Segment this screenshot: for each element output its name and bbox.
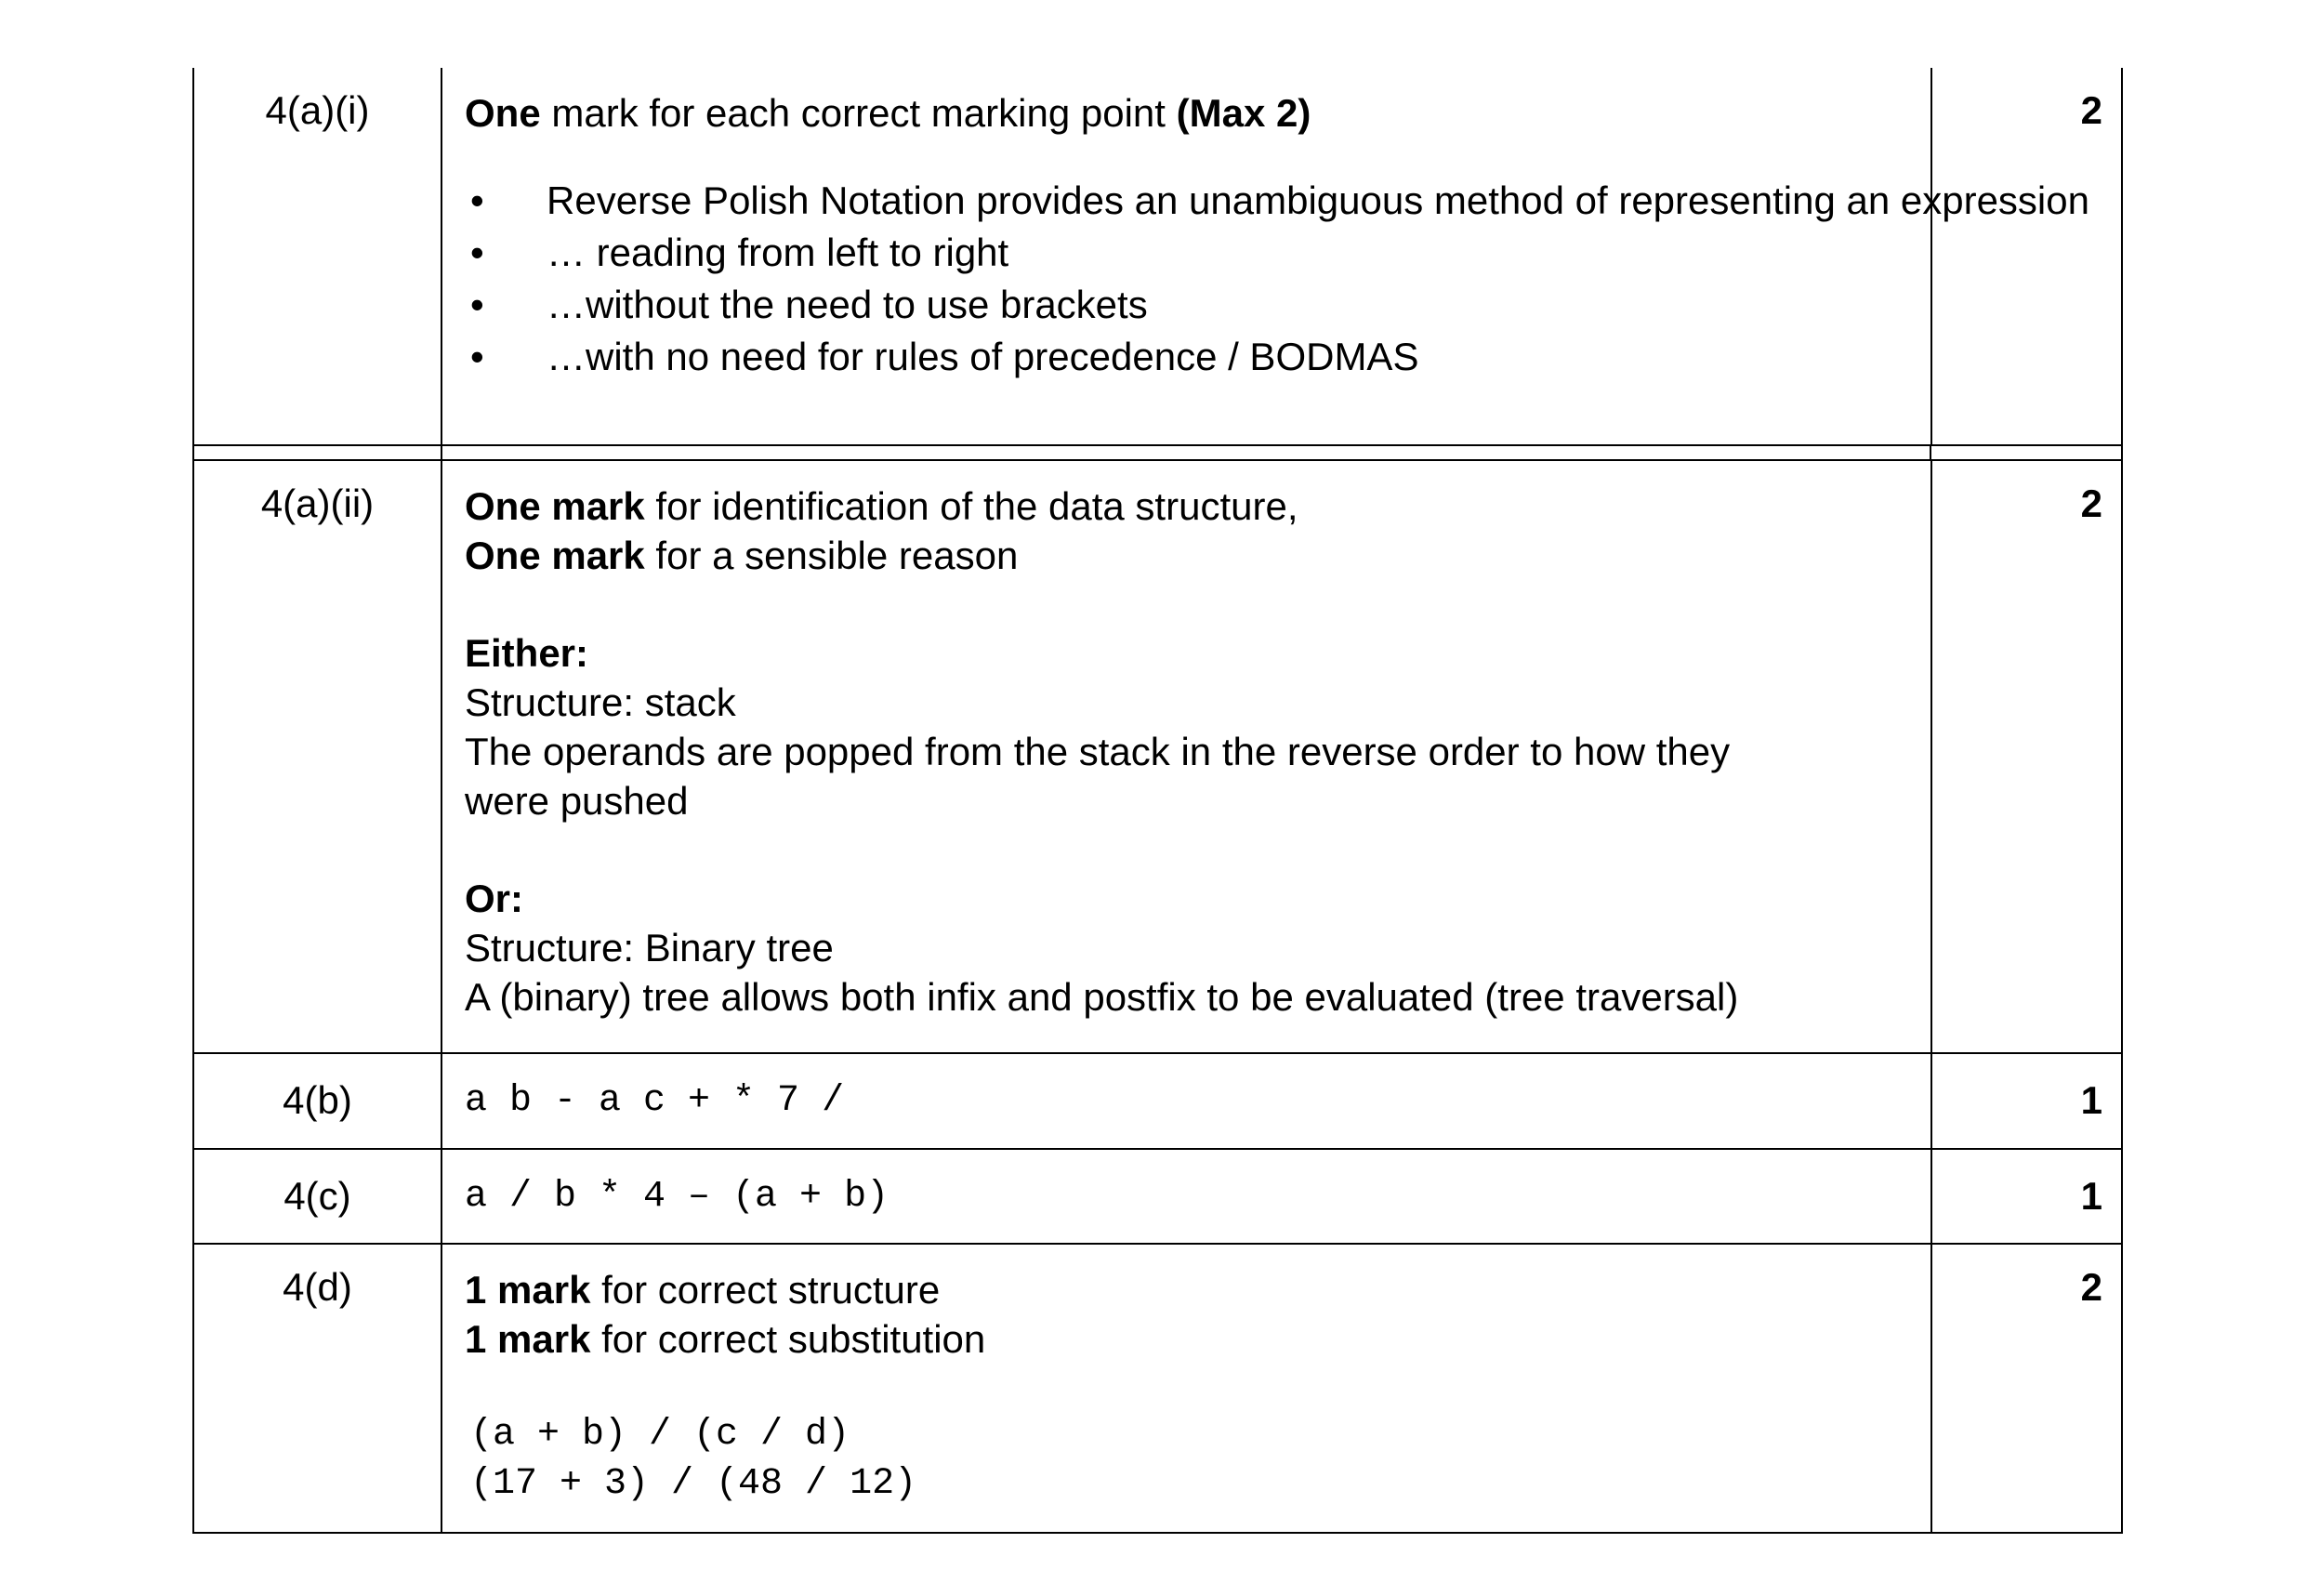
bullet-icon: •	[470, 178, 484, 222]
table-row	[192, 1052, 2123, 1148]
marks-value: 1	[1930, 1054, 2121, 1148]
answer-cell: One mark for identification of the data structure, One mark for a sensible reason Either: Structure: stack The operands are popped from the stack in the reverse order to how they were pushed Or: Structure: Binary tree A (binary) tree allows both infix and postfix to be evaluated (tree traversal)	[442, 461, 2123, 1052]
question-number: 4(b)	[194, 1054, 442, 1148]
or-structure: Structure: Binary tree	[465, 926, 834, 969]
question-number: 4(d)	[194, 1245, 442, 1532]
question-number: 4(c)	[194, 1150, 442, 1243]
expression: (17 + 3) / (48 / 12)	[470, 1463, 917, 1505]
intro-max: (Max 2)	[1176, 91, 1311, 135]
answer-cell: 1 mark for correct structure 1 mark for correct substitution (a + b) / (c / d) (17 + 3) / (48 / 12)	[442, 1245, 2123, 1532]
marks-value: 1	[1930, 1150, 2121, 1243]
marking-points-list	[465, 178, 2123, 378]
table-row	[192, 1148, 2123, 1243]
marks-value: 2	[1930, 68, 2121, 444]
marks-value: 2	[1930, 461, 2121, 1052]
list-item: • Reverse Polish Notation provides an unambiguous method of representing an expression	[470, 178, 2089, 222]
either-reason: The operands are popped from the stack in the reverse order to how they	[465, 730, 1731, 773]
intro-text: mark for each correct marking point	[540, 91, 1177, 135]
rpn-answer: a b - a c + * 7 /	[465, 1080, 845, 1122]
table-row	[192, 68, 2123, 444]
bullet-icon: •	[470, 335, 484, 378]
table-row	[192, 459, 2123, 1052]
either-label: Either:	[465, 631, 589, 675]
answer-cell	[442, 68, 2123, 444]
row-separator	[192, 444, 2123, 446]
or-label: Or:	[465, 877, 523, 920]
infix-answer: a / b * 4 – (a + b)	[465, 1176, 889, 1218]
question-number: 4(a)(i)	[194, 68, 442, 444]
question-number: 4(a)(ii)	[194, 461, 442, 1052]
answer-cell	[442, 1054, 2123, 1148]
intro-bold: One	[465, 91, 541, 135]
list-item: • …without the need to use brackets	[470, 283, 1148, 326]
bullet-icon: •	[470, 283, 484, 326]
either-structure: Structure: stack	[465, 680, 736, 724]
marking-intro	[465, 88, 2123, 138]
expression: (a + b) / (c / d)	[470, 1414, 850, 1456]
or-reason: A (binary) tree allows both infix and postfix to be evaluated (tree traversal)	[465, 975, 1739, 1019]
marks-value: 2	[1930, 1245, 2121, 1532]
list-item: • … reading from left to right	[470, 231, 1009, 274]
either-reason: were pushed	[465, 779, 689, 823]
answer-cell	[442, 1150, 2123, 1243]
bullet-icon: •	[470, 231, 484, 274]
table-row	[192, 1243, 2123, 1534]
list-item: • …with no need for rules of precedence / BODMAS	[470, 335, 1419, 378]
